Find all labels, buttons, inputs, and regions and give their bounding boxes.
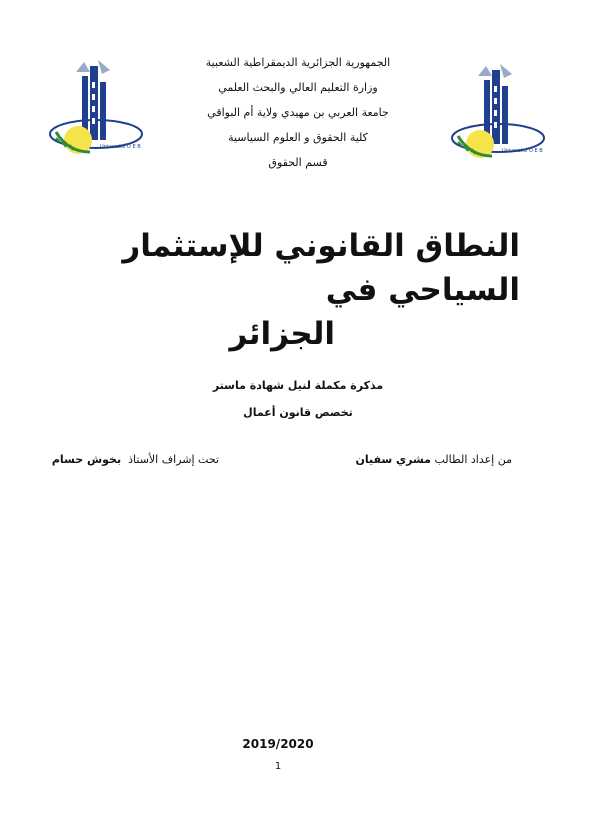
page-number: 1 xyxy=(274,761,282,772)
header-university: جامعة العربي بن مهيدي ولاية أم البواقي xyxy=(207,106,389,119)
student-credit xyxy=(355,453,512,466)
institution-header xyxy=(150,50,446,175)
svg-text:Université O E B: Université O E B xyxy=(100,144,141,150)
header-republic: الجمهورية الجزائرية الديمقراطية الشعبية xyxy=(205,56,391,69)
student-name: مشري سفيان xyxy=(355,453,431,466)
supervisor-credit xyxy=(52,453,219,466)
header-department: قسم الحقوق xyxy=(268,156,328,169)
university-logo-icon xyxy=(38,52,148,162)
academic-year: 2019/2020 xyxy=(242,737,314,751)
title-line-1: النطاق القانوني للإستثمار السياحي في xyxy=(122,228,520,308)
header-faculty: كلية الحقوق و العلوم السياسية xyxy=(228,131,368,144)
supervisor-label: تحت إشراف الأستاذ xyxy=(128,453,219,466)
title-line-2: الجزائر xyxy=(229,316,335,352)
university-logo-icon xyxy=(440,56,550,166)
header-ministry: وزارة التعليم العالي والبحث العلمي xyxy=(218,81,378,94)
thesis-subtitle xyxy=(140,372,456,426)
degree-line: مذكرة مكملة لنيل شهادة ماستر xyxy=(212,379,384,392)
supervisor-name: بخوش حسام xyxy=(51,453,122,466)
svg-text:Université O E B: Université O E B xyxy=(502,148,543,154)
specialty-line: تخصص قانون أعمال xyxy=(243,406,353,419)
student-label: من إعداد الطالب xyxy=(434,453,512,466)
thesis-title xyxy=(40,224,520,356)
